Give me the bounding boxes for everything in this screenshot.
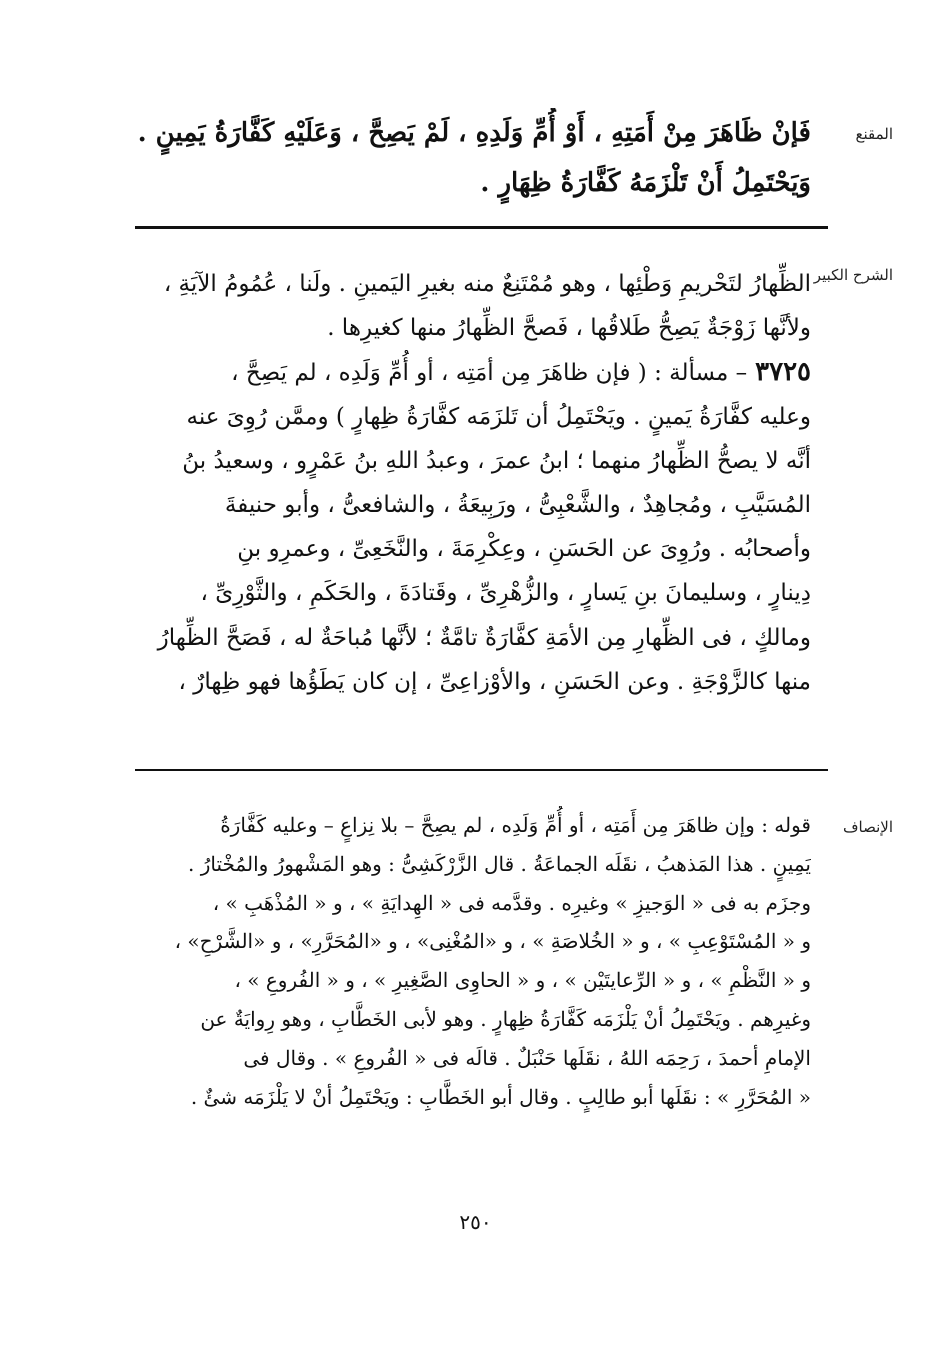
sharh-line: ولأنَّها زَوْجَةٌ يَصِحُّ طَلاقُها ، فَصحَّ الظِّهارُ منها كغيرِها . xyxy=(327,315,811,342)
mughni-line: فَإنْ ظَاهَرَ مِنْ أَمَتِهِ ، أَوْ أُمِّ وَلَدِهِ ، لَمْ يَصِحَّ ، وَعَلَيْهِ كَفَّارَةُ يَمِينٍ . xyxy=(137,118,811,148)
section-label-mughni: المقنع xyxy=(855,125,893,143)
insaf-line: وجزَم به فى « الوَجيزِ » وغيرِه . وقدَّمه فى « الهِدايَةِ » ، و « المُذْهَبِ » ، xyxy=(212,890,811,915)
section-divider-thin xyxy=(135,769,828,771)
page-number: ٢٥٠ xyxy=(459,1210,492,1234)
insaf-text xyxy=(116,806,811,1116)
issue-line: – مسألة : ( فإن ظاهَرَ مِن أمَتِه ، أو أُمِّ وَلَدِه ، لم يَصِحَّ ، xyxy=(231,360,748,387)
issue-line: وعليه كفَّارَةُ يَمينٍ . ويَحْتَمِلُ أن تَلزَمَه كفَّارَةُ ظِهارٍ ) وممَّن رُوِىَ عنه xyxy=(186,403,811,430)
issue-line: دِينارٍ ، وسليمانَ بنِ يَسارٍ ، والزُّهْرِىِّ ، وقَتادَةَ ، والحَكَمِ ، والثَّوْرِىِّ ، xyxy=(200,580,811,607)
issue-line: أنَّه لا يصحُّ الظِّهارُ منهما ؛ ابنُ عمرَ ، وعبدُ اللهِ بنُ عَمْرٍو ، وسعيدُ بنُ xyxy=(182,447,811,474)
mughni-text xyxy=(116,108,811,208)
section-divider-thick xyxy=(135,226,828,229)
issue-line: ومالكٍ ، فى الظِّهارِ مِن الأمَةِ كفَّارَةٌ تامَّةٌ ؛ لأنَّها مُباحَةٌ له ، فَصَحَّ الظِّهارُ xyxy=(157,624,811,651)
insaf-line: و « النَّظْمِ » ، و « الرِّعايتَيْن » ، و « الحاوِى الصَّغِيرِ » ، و « الفُروعِ » ، xyxy=(234,968,811,993)
mughni-line: وَيَحْتَمِلُ أَنْ تَلْزَمَهُ كَفَّارَةُ ظِهَارٍ . xyxy=(480,168,811,198)
insaf-line: و « المُسْتَوْعِبِ » ، و « الخُلاصَةِ » ، و «المُغْنِى» ، و «المُحَرَّرِ» ، و «الشَّرْحِ» ، xyxy=(174,929,811,954)
issue-line: وأصحابُه . ورُوِىَ عن الحَسَنِ ، وعِكْرِمَةَ ، والنَّخَعِىِّ ، وعمرِو بنِ xyxy=(237,536,811,563)
section-label-sharh: الشرح الكبير xyxy=(813,266,893,284)
issue-heading-line xyxy=(116,350,811,394)
issue-line: المُسَيَّبِ ، ومُجاهِدٌ ، والشَّعْبِىُّ ، ورَبِيعَةُ ، والشافعىُّ ، وأبو حنيفةَ xyxy=(224,491,811,518)
insaf-line: وغيرِهم . ويَحْتَمِلُ أنْ يَلْزَمَه كَفَّارَةُ ظِهارٍ . وهو لأبى الخَطَّابِ ، وهو رِوايَةٌ عن xyxy=(200,1006,811,1031)
insaf-line: يَمِينٍ . هذا المَذهبُ ، نقَلَه الجماعَةُ . قال الزَّرْكَشِىُّ : وهو المَشْهورُ والمُخْتارُ . xyxy=(188,851,811,876)
section-label-insaf: الإنصاف xyxy=(842,818,893,836)
sharh-line: الظِّهارُ لتَحْريمِ وَطْئِها ، وهو مُمْتَنِعٌ منه بغيرِ اليَمينِ . ولَنا ، عُمُومُ الآيَةِ ، xyxy=(163,271,811,297)
sharh-text xyxy=(116,262,811,704)
insaf-line: « المُحَرَّرِ » : نقَلَها أبو طالِبٍ . وقال أبو الخَطَّابِ : ويَحْتَمِلُ أنْ لا يَلْزَمَه شئٌ . xyxy=(190,1084,811,1109)
insaf-line: الإمامِ أحمدَ ، رَحِمَه اللهُ ، نقَلَها حَنْبَلٌ . قالَه فى « الفُروعِ » . وقال فى xyxy=(243,1045,811,1070)
insaf-line: قوله : وإن ظاهَرَ مِن أَمَتِه ، أو أُمِّ وَلَدِه ، لم يصِحَّ – بلا نِزاعٍ – وعليه كَفَّارَةُ xyxy=(220,813,811,837)
issue-line: منها كالزَّوْجَةِ . وعن الحَسَنِ ، والأوْزاعِىِّ ، إن كان يَطَؤُها فهو ظِهارٌ ، xyxy=(178,668,811,695)
issue-number: ٣٧٢٥ xyxy=(755,357,811,388)
